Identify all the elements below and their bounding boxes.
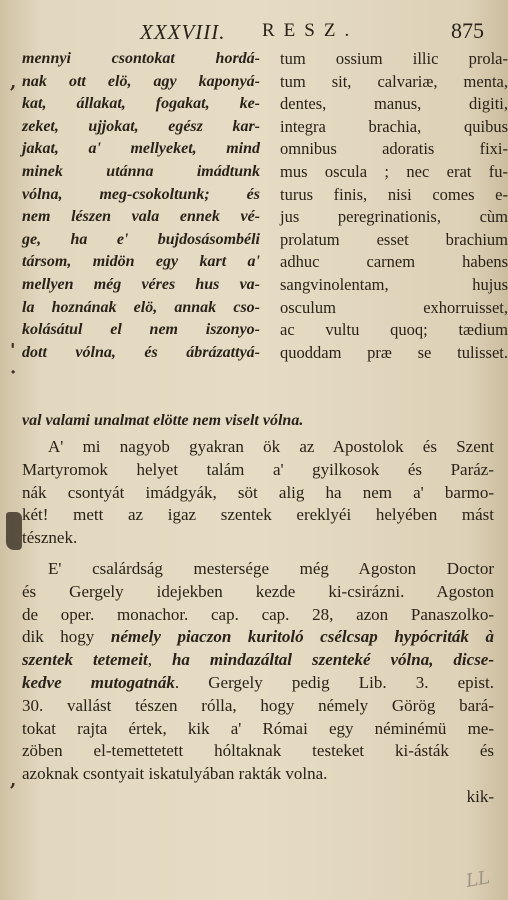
- chapter-number: XXXVIII.: [140, 20, 226, 44]
- latin-line: osculum exhorruisset,: [280, 297, 508, 317]
- italic-quote: szentek tetemeit: [22, 650, 148, 670]
- paragraph-1-line: A' mi nagyob gyakran ök az Apostolok és Szent: [48, 437, 494, 456]
- body-text: [22, 436, 494, 809]
- paragraph-2-line: 30. vallást tészen rólla, hogy némely Görög bará-: [22, 695, 494, 715]
- italic-quote: kedve mutogatnák: [22, 672, 175, 692]
- italic-quote: némely piaczon kuritoló csélcsap hypócriták à: [110, 627, 494, 647]
- pencil-annotation: LL: [464, 867, 492, 892]
- latin-column: [280, 48, 508, 364]
- hungarian-line: zeket, ujjokat, egész kar-: [22, 117, 260, 135]
- latin-line: tum sit, calvariæ, menta,: [280, 71, 508, 91]
- ink-blot: [6, 512, 22, 550]
- hungarian-line: minek utánna imádtunk: [22, 162, 260, 180]
- latin-line: mus oscula ; nec erat fu-: [280, 161, 508, 181]
- hungarian-line: mellyen még véres hus va-: [22, 275, 260, 293]
- hungarian-line: kolásátul el nem iszonyo-: [22, 321, 260, 339]
- paragraph-2-line: [22, 649, 494, 672]
- catchword: kik-: [466, 786, 494, 806]
- paragraph-2-line: [22, 672, 494, 695]
- chapter-label: RESZ.: [262, 20, 359, 41]
- paragraph-1-line: Martyromok helyet talám a' gyilkosok és Paráz-: [22, 459, 494, 479]
- margin-mark: ': [10, 340, 16, 361]
- latin-line: prolatum esset brachium: [280, 229, 508, 249]
- plain-text: dik hogy: [22, 627, 111, 647]
- latin-line: integra brachia, quibus: [280, 116, 508, 136]
- hungarian-line: jakat, a' mellyeket, mind: [22, 140, 260, 158]
- latin-line: jus peregrinationis, cùm: [280, 207, 508, 227]
- paragraph-2-line: [22, 626, 494, 649]
- hungarian-line: vólna, meg-csokoltunk; és: [22, 185, 260, 203]
- latin-line: turus finis, nisi comes e-: [280, 184, 508, 204]
- hungarian-line: nem lészen vala ennek vé-: [22, 208, 260, 226]
- latin-line: adhuc carnem habens: [280, 252, 508, 272]
- latin-line: quoddam præ se tulisset.: [280, 342, 508, 362]
- latin-line: omnibus adoratis fixi-: [280, 139, 508, 159]
- page-number: 875: [451, 18, 484, 43]
- paragraph-2-line: zöben el-temettetett hóltaknak testeket ki-ásták és: [22, 741, 494, 761]
- plain-text: . Gergely pedig Lib. 3. epist.: [174, 672, 494, 692]
- hungarian-line: nak ott elö, agy kaponyá-: [22, 72, 260, 90]
- latin-line: tum ossium illic prola-: [280, 49, 508, 68]
- paragraph-1-line: nák csontyát imádgyák, söt alig ha nem a' barmo-: [22, 482, 494, 502]
- hungarian-line: társom, midön egy kart a': [22, 253, 260, 271]
- paragraph-2-line: azoknak csontyait iskatulyában rakták volna.: [22, 764, 328, 784]
- plain-text: ,: [147, 650, 172, 670]
- paragraph-2-line: tokat rajta értek, kik a' Római egy néminémü me-: [22, 718, 494, 738]
- paragraph-2-line: és Gergely idejekben kezde ki-csirázni. Agoston: [22, 581, 494, 601]
- hungarian-line: kat, állakat, fogakat, ke-: [22, 95, 260, 113]
- hungarian-tail-line: val valami unalmat elötte nem viselt vólna.: [22, 412, 304, 429]
- latin-line: dentes, manus, digiti,: [280, 94, 508, 114]
- two-column-section: [22, 48, 508, 410]
- paragraph-1-line: két! mett az igaz szentek ereklyéi helyében mást: [22, 505, 494, 525]
- italic-quote: ha mindazáltal szenteké vólna, dicse-: [171, 650, 495, 670]
- paragraph-1-line: tésznek.: [22, 528, 78, 548]
- latin-line: ac vultu quoq; tædium: [280, 320, 508, 340]
- margin-mark: ·: [10, 362, 17, 383]
- hungarian-line: la hoznának elö, annak cso-: [22, 298, 260, 316]
- hungarian-line: ge, ha e' bujdosásombéli: [22, 230, 260, 248]
- hungarian-line: mennyi csontokat hordá-: [22, 50, 260, 67]
- hungarian-column: [22, 48, 260, 364]
- margin-mark: ,: [10, 770, 17, 791]
- paragraph-2-line: E' csalárdság mestersége még Agoston Doctor: [48, 558, 494, 578]
- latin-line: sangvinolentam, hujus: [280, 274, 508, 294]
- hungarian-line: dott vólna, és ábrázattyá-: [22, 343, 260, 361]
- running-header: [22, 18, 494, 48]
- margin-mark: ,: [10, 72, 17, 93]
- paragraph-2-line: de oper. monachor. cap. cap. 28, azon Panaszolko-: [22, 604, 494, 624]
